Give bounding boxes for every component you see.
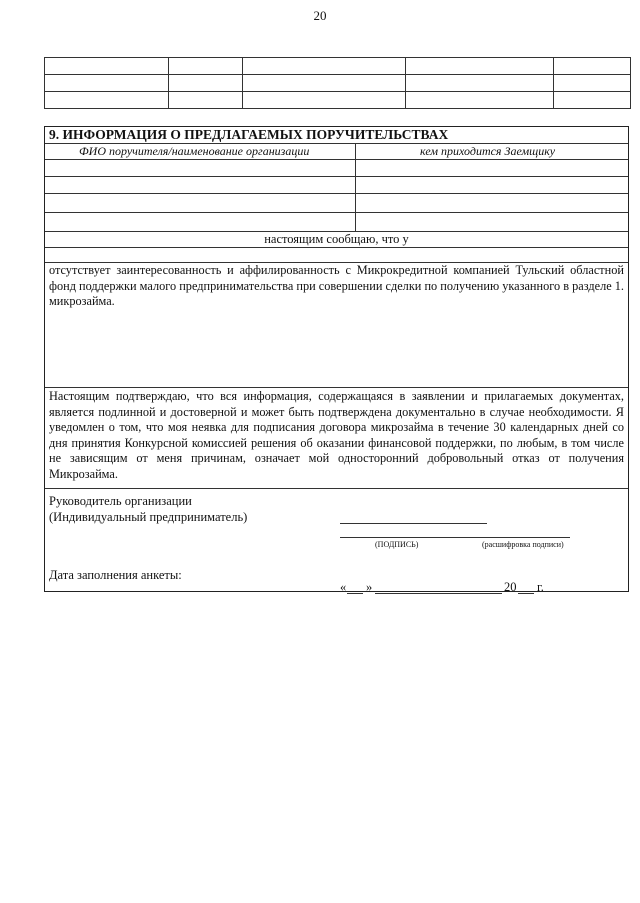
affiliation-paragraph: отсутствует заинтересованность и аффилированность с Микрокредитной компанией Тульский областной фонд поддержки малого предпринимательства при совершении сделки по получению указанного в разделе 1. микрозайма.	[49, 263, 624, 308]
name-entry-row[interactable]	[45, 248, 628, 263]
notice-text: настоящим сообщаю, что у	[264, 232, 409, 246]
guarantor-row[interactable]	[45, 213, 628, 232]
relation-header: кем приходится Заемщику	[420, 144, 556, 158]
confirmation-block	[45, 388, 628, 489]
notice-row	[45, 232, 628, 248]
date-open-quote: «	[340, 580, 347, 594]
signature-line[interactable]	[340, 523, 487, 524]
guarantor-row[interactable]	[45, 194, 628, 213]
signature-line-lower[interactable]	[340, 537, 570, 538]
year-suffix: г.	[537, 580, 544, 594]
column-header-row	[45, 144, 628, 160]
decode-caption: (расшифровка подписи)	[482, 540, 564, 549]
head-label: Руководитель организации	[49, 494, 192, 508]
day-line[interactable]	[347, 593, 363, 594]
signature-caption: (ПОДПИСЬ)	[375, 540, 419, 549]
affiliation-block	[45, 263, 628, 388]
year-line[interactable]	[518, 593, 534, 594]
guarantees-section	[44, 126, 629, 592]
table-row	[45, 75, 631, 92]
head-label-sub: (Индивидуальный предприниматель)	[49, 510, 248, 524]
table-row	[45, 92, 631, 109]
date-close-quote: »	[366, 580, 373, 594]
guarantor-name-header: ФИО поручителя/наименование организации	[79, 144, 310, 158]
table-row	[45, 58, 631, 75]
previous-table	[44, 57, 631, 109]
guarantor-row[interactable]	[45, 177, 628, 194]
section-title: 9. ИНФОРМАЦИЯ О ПРЕДЛАГАЕМЫХ ПОРУЧИТЕЛЬСТВАХ	[49, 127, 449, 142]
guarantor-row[interactable]	[45, 160, 628, 177]
year-prefix: 20	[504, 580, 517, 594]
month-line[interactable]	[375, 593, 502, 594]
date-label: Дата заполнения анкеты:	[49, 568, 182, 582]
page-number: 20	[313, 8, 327, 23]
section-title-row	[45, 127, 628, 144]
confirmation-paragraph: Настоящим подтверждаю, что вся информация, содержащаяся в заявлении и прилагаемых документах, является подлинной и достоверной и может быть подтверждена документально в случае необходимости. Я уведомлен о том, что моя неявка для подписания договора микрозайма в течение 30 календарных дней со дня принятия Конкурсной комиссией решения об оказании финансовой поддержки, по любым, в том числе не зависящим от меня причинам, означает мой односторонний добровольный отказ от получения Микрозайма.	[49, 389, 624, 481]
